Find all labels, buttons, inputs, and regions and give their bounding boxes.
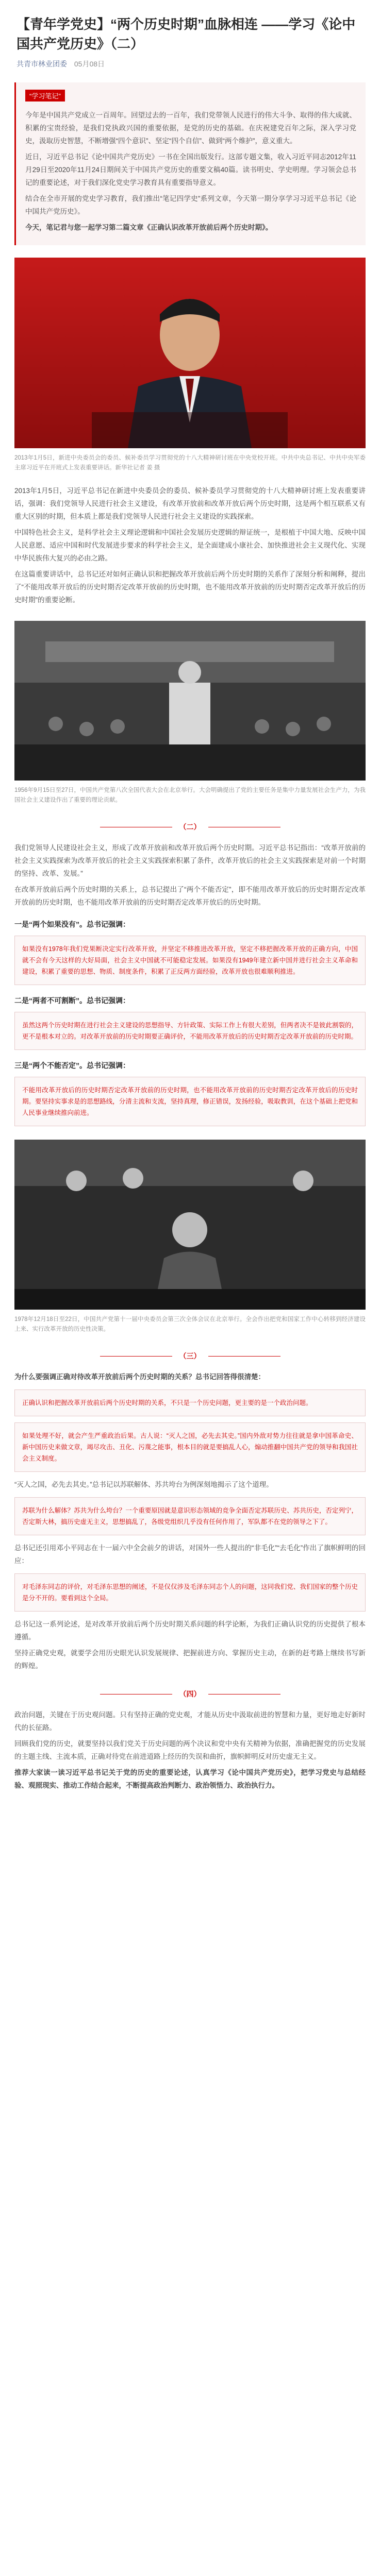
study-notes-tag: “学习笔记” (25, 90, 65, 101)
quote-text-5: 如果处理不好，就会产生严重政治后果。古人说：“灭人之国，必先去其史。”国内外敌对势力往往就是拿中国革命史、新中国历史来做文章，竭尽攻击、丑化、污蔑之能事，根本目的就是要搞乱人心，煽动推翻中国共产党的领导和我国社会主义制度。 (22, 1432, 358, 1462)
part3-paragraph-4: 坚持正确党史观，就要学会用历史眼光认识发展规律、把握前进方向、掌握历史主动，在新的赶考路上继续书写新的辉煌。 (14, 1649, 366, 1670)
photo-speaker-illustration (14, 258, 366, 448)
part2-paragraph-1: 我们党领导人民建设社会主义，形成了改革开放前和改革开放后两个历史时期。习近平总书记指出：“改革开放前的社会主义实践探索为改革开放后的社会主义实践探索积累了条件，改革开放后的社会主义实践探索是对前一个时期的坚持、改革、发展。” (14, 844, 366, 877)
section-number: （三） (179, 1352, 201, 1360)
article-header (0, 0, 380, 69)
photo-historic-congress (14, 621, 366, 781)
section-number: （四） (179, 1690, 201, 1698)
part4-paragraph-2: 回顾我们党的历史，就要坚持以我们党关于历史问题的两个决议和党中央有关精神为依据，准确把握党的历史发展的主题主线、主流本质，正确对待党在前进道路上经历的失误和曲折，旗帜鲜明反对历史虚无主义。 (14, 1740, 366, 1760)
photo-speaker-podium (14, 258, 366, 448)
intro-callout (14, 82, 366, 245)
quote-box-4 (14, 1389, 366, 1416)
intro-paragraph-3: 结合在全市开展的党史学习教育，我们推出“笔记四学史”系列文章，今天第一期分享学习习近平总书记《论中国共产党历史》。 (25, 195, 356, 215)
intro-paragraph-1: 今年是中国共产党成立一百周年。回望过去的一百年，我们党带领人民进行的伟大斗争、取得的伟大成就、积累的宝贵经验，是我们党执政兴国的重要依据，是党的历史的基础。在庆祝建党百年之际，深入学习党史，汲取历史智慧，不断增强“四个意识”、坚定“四个自信”、做到“两个维护”，意义重大。 (25, 111, 356, 145)
part3-question: 为什么要强调正确对待改革开放前后两个历史时期的关系？总书记回答得很清楚： (14, 1373, 265, 1381)
quote-box-1 (14, 936, 366, 985)
article-meta (16, 59, 364, 69)
article-title: 【青年学党史】“两个历史时期”血脉相连 ——学习《论中国共产党历史》（二） (16, 16, 356, 52)
quote-box-2 (14, 1012, 366, 1050)
subheading-3: 三是“两个不能否定”。总书记强调： (14, 1061, 130, 1070)
subheading-1: 一是“两个如果没有”。总书记强调： (14, 920, 130, 928)
subheading-2: 二是“两者不可割断”。总书记强调： (14, 996, 130, 1005)
intro-paragraph-2: 近日，习近平总书记《论中国共产党历史》一书在全国出版发行。这部专题文集，收入习近平同志2012年11月29日至2020年11月24日期间关于中国共产党历史的重要文稿40篇。读书明史、学史明理。学习领会总书记的重要论述，对于我们深化党史学习教育具有重要指导意义。 (25, 153, 356, 187)
photo-historic-illustration (14, 621, 366, 781)
quote-text-2: 虽然这两个历史时期在进行社会主义建设的思想指导、方针政策、实际工作上有很大差别，但两者决不是彼此割裂的，更不是根本对立的。对改革开放前的历史时期要正确评价，不能用改革开放后的历史时期否定改革开放前的历史时期。 (22, 1022, 358, 1040)
part-2 (14, 841, 366, 1126)
part3-paragraph-1: “灭人之国，必先去其史。”总书记以苏联解体、苏共垮台为例深刻地揭示了这个道理。 (14, 1481, 273, 1488)
part-4 (14, 1708, 366, 1792)
publish-date: 05月08日 (74, 60, 105, 68)
part2-paragraph-2: 在改革开放前后两个历史时期的关系上，总书记提出了“两个不能否定”，即不能用改革开放后的历史时期否定改革开放前的历史时期，也不能用改革开放前的历史时期否定改革开放后的历史时期。 (14, 886, 366, 906)
photo-3-caption: 1978年12月18日至22日，中国共产党第十一届中央委员会第三次全体会议在北京举行。全会作出把党和国家工作中心转移到经济建设上来、实行改革开放的历史性决策。 (14, 1316, 366, 1332)
quote-text-3: 不能用改革开放后的历史时期否定改革开放前的历史时期，也不能用改革开放前的历史时期否定改革开放后的历史时期。要坚持实事求是的思想路线，分清主流和支流，坚持真理，修正错误，发扬经验，吸取教训，在这个基础上把党和人民事业继续推向前进。 (22, 1087, 358, 1116)
photo-1-caption: 2013年1月5日，新进中央委员会的委员、候补委员学习贯彻党的十八大精神研讨班在中央党校开班。中共中央总书记、中共中央军委主席习近平在开班式上发表重要讲话。新华社记者 姜 摄 (14, 455, 366, 471)
part1-paragraph-1: 2013年1月5日，习近平总书记在新进中央委员会的委员、候补委员学习贯彻党的十八大精神研讨班上发表重要讲话，强调：我们党领导人民进行社会主义建设，有改革开放前和改革开放后两个历史时期，这是两个相互联系又有重大区别的时期，但本质上都是我们党领导人民进行社会主义建设的实践探索。 (14, 487, 366, 520)
quote-box-5 (14, 1422, 366, 1472)
part4-paragraph-1: 政治问题，关键在于历史观问题。只有坚持正确的党史观，才能从历史中汲取前进的智慧和力量，更好地走好新时代的长征路。 (14, 1711, 366, 1732)
quote-text-7: 对毛泽东同志的评价，对毛泽东思想的阐述，不是仅仅涉及毛泽东同志个人的问题，这同我们党、我们国家的整个历史是分不开的。要看到这个全局。 (22, 1583, 358, 1602)
quote-box-7 (14, 1573, 366, 1612)
part3-paragraph-2: 总书记还引用邓小平同志在十一届六中全会前夕的讲话，对国外一些人提出的“非毛化”“去毛化”作出了旗帜鲜明的回应： (14, 1544, 366, 1565)
part-1 (14, 484, 366, 606)
quote-text-6: 苏联为什么解体？苏共为什么垮台？一个重要原因就是意识形态领域的竞争全面否定苏联历史、苏共历史，否定列宁，否定斯大林，搞历史虚无主义，思想搞乱了，各级党组织几乎没有任何作用了，军队都不在党的领导之下了。 (22, 1507, 358, 1526)
part3-paragraph-3: 总书记这一系列论述，是对改革开放前后两个历史时期关系问题的科学论断，为我们正确认识党的历史提供了根本遵循。 (14, 1620, 366, 1641)
quote-text-4: 正确认识和把握改革开放前后两个历史时期的关系，不只是一个历史问题，更主要的是一个政治问题。 (22, 1399, 312, 1406)
section-number: （二） (179, 823, 201, 831)
quote-box-6 (14, 1497, 366, 1535)
intro-paragraph-4: 今天，笔记君与您一起学习第二篇文章《正确认识改革开放前后两个历史时期》。 (25, 224, 273, 231)
section-divider-3 (0, 1351, 380, 1361)
photo-plenary-session (14, 1140, 366, 1310)
photo-2-caption: 1956年9月15日至27日，中国共产党第八次全国代表大会在北京举行。大会明确提出了党的主要任务是集中力量发展社会生产力，为我国社会主义建设作出了重要的理论贡献。 (14, 787, 366, 803)
divider-line-right (208, 1356, 280, 1357)
photo-plenary-illustration (14, 1140, 366, 1310)
part4-paragraph-3: 推荐大家读一读习近平总书记关于党的历史的重要论述，认真学习《论中国共产党历史》，把学习党史与总结经验、观照现实、推动工作结合起来，不断提高政治判断力、政治领悟力、政治执行力。 (14, 1769, 366, 1789)
part1-paragraph-3: 在这篇重要讲话中，总书记还对如何正确认识和把握改革开放前后两个历史时期的关系作了深刻分析和阐释，提出了“不能用改革开放后的历史时期否定改革开放前的历史时期，也不能用改革开放前的历史时期否定改革开放后的历史时期”的重要论断。 (14, 570, 366, 604)
part1-paragraph-2: 中国特色社会主义，是科学社会主义理论逻辑和中国社会发展历史逻辑的辩证统一，是根植于中国大地、反映中国人民意愿、适应中国和时代发展进步要求的科学社会主义，是全面建成小康社会、加快推进社会主义现代化、实现中华民族伟大复兴的必由之路。 (14, 529, 366, 562)
part-3 (14, 1370, 366, 1672)
section-divider-4 (0, 1689, 380, 1699)
divider-line-left (100, 1356, 172, 1357)
account-name-link[interactable]: 共青市林业团委 (16, 60, 67, 68)
quote-box-3 (14, 1077, 366, 1126)
section-divider-2 (0, 822, 380, 832)
quote-text-1: 如果没有1978年我们党果断决定实行改革开放，并坚定不移推进改革开放，坚定不移把握改革开放的正确方向，中国就不会有今天这样的大好局面，社会主义中国就不可能稳定发展。如果没有1949年建立新中国并进行社会主义革命和建设，积累了重要的思想、物质、制度条件，积累了正反两方面经验，改革开放也很难顺利推进。 (22, 945, 358, 975)
